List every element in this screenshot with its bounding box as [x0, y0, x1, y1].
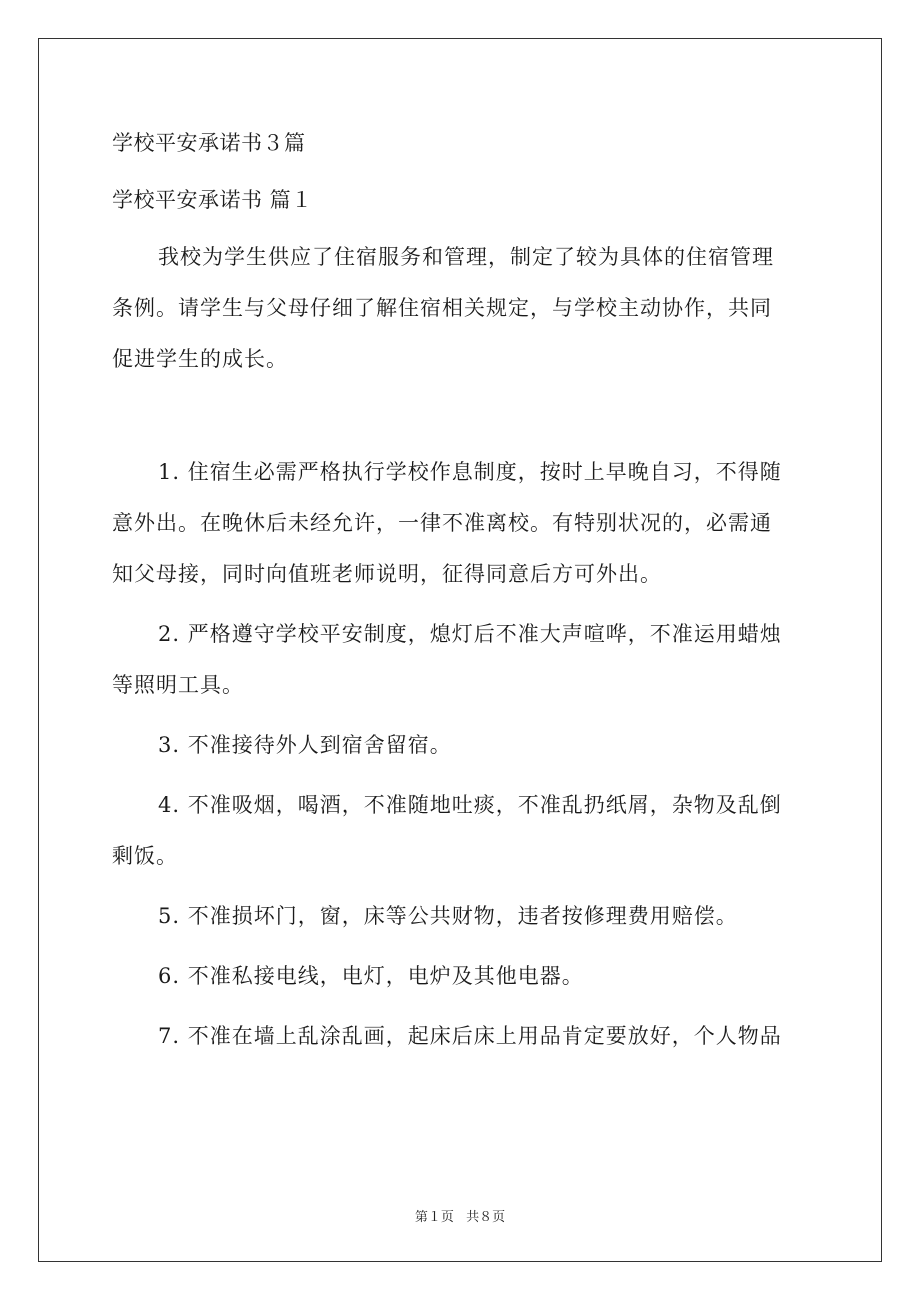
paragraph-line: 1. 住宿生必需严格执行学校作息制度，按时上早晚自习，不得随: [158, 460, 782, 484]
intro-paragraph: [112, 232, 812, 385]
paragraph-line: 条例。请学生与父母仔细了解住宿相关规定，与学校主动协作，共同: [112, 296, 772, 320]
page-footer: [0, 1206, 920, 1225]
paragraph-line: 2. 严格遵守学校平安制度，熄灯后不准大声喧哗，不准运用蜡烛: [158, 622, 782, 646]
document-body: [112, 118, 812, 1062]
rule-item-4: [112, 780, 812, 882]
paragraph-line: 5. 不准损坏门，窗，床等公共财物，违者按修理费用赔偿。: [158, 904, 738, 928]
rule-item-1: [112, 447, 812, 600]
rule-item-7: [112, 1011, 812, 1062]
rule-item-3: [112, 720, 812, 771]
blank-space: [112, 385, 812, 447]
paragraph-line: 促进学生的成长。: [112, 347, 288, 371]
paragraph-line: 3. 不准接待外人到宿舍留宿。: [158, 733, 452, 757]
paragraph-line: 剩饭。: [112, 844, 178, 868]
page-total: 共８页: [466, 1210, 506, 1225]
rule-item-2: [112, 609, 812, 711]
paragraph-line: 4. 不准吸烟，喝酒，不准随地吐痰，不准乱扔纸屑，杂物及乱倒: [158, 793, 782, 817]
paragraph-line: 6. 不准私接电线，电灯，电炉及其他电器。: [158, 964, 584, 988]
paragraph-line: 意外出。在晚休后未经允许，一律不准离校。有特别状况的，必需通: [112, 511, 772, 535]
paragraph-line: 知父母接，同时向值班老师说明，征得同意后方可外出。: [112, 562, 662, 586]
document-title: 学校平安承诺书３篇: [112, 131, 306, 155]
section-heading: 学校平安承诺书 篇１: [112, 188, 313, 212]
page-number: 第１页: [414, 1210, 454, 1225]
rule-item-5: [112, 891, 812, 942]
paragraph-line: 等照明工具。: [112, 673, 244, 697]
paragraph-line: 我校为学生供应了住宿服务和管理，制定了较为具体的住宿管理: [158, 245, 774, 269]
rule-item-6: [112, 951, 812, 1002]
paragraph-line: 7. 不准在墙上乱涂乱画，起床后床上用品肯定要放好，个人物品: [158, 1024, 782, 1048]
